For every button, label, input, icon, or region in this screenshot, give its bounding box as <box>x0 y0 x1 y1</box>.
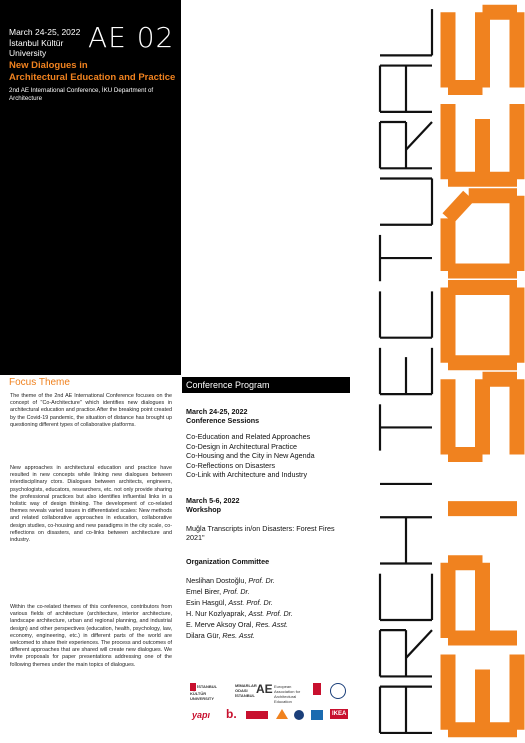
episodes-letter-d <box>448 196 517 271</box>
list-item: Co-Link with Architecture and Industry <box>186 470 308 480</box>
member-name: Esin Hasgül, <box>186 598 227 607</box>
list-item: Co-Reflections on Disasters <box>186 460 276 470</box>
iku-logo <box>190 683 230 701</box>
vertical-word-architectural <box>380 9 432 733</box>
vertical-word-episodes <box>448 12 517 729</box>
list-item <box>186 575 293 586</box>
organization-title: Organization Committee <box>186 557 270 566</box>
member-name: H. Nur Kozlyaprak, <box>186 609 247 618</box>
date-university <box>9 27 89 59</box>
workshop-label: Workshop <box>186 505 222 514</box>
list-item <box>186 586 293 597</box>
member-role: Prof. Dr. <box>248 576 275 585</box>
ae-small-logo: AE <box>256 682 273 696</box>
workshop-date: March 5-6, 2022 <box>186 496 240 505</box>
flag-icon <box>313 683 321 695</box>
circle-logo-icon <box>294 710 304 720</box>
focus-section <box>0 375 181 743</box>
sessions-date: March 24-25, 2022 <box>186 407 248 416</box>
focus-paragraph-1: The theme of the 2nd AE International Conference focuses on the concept of "Co-Architecture" which identifies new dialogues in architectural education and practice.After the breaking point created by the Covid-19 pandemic, the situation of distance has brought up questioning different types of collaborative platforms. <box>10 393 172 428</box>
episodes-letter-e <box>448 104 517 179</box>
seal-icon <box>330 683 346 699</box>
architectural-letter-h <box>380 517 432 563</box>
episodes-letter-s <box>448 379 517 454</box>
vertical-title <box>352 0 525 743</box>
conference-title-line2: Architectural Education and Practice <box>9 72 176 83</box>
square-logo-icon <box>311 710 323 720</box>
architectural-letter-u <box>380 178 432 224</box>
architectural-letter-c <box>380 574 432 620</box>
conference-subtitle: 2nd AE International Conference, İKU Department of Architecture <box>9 87 154 102</box>
member-role: Asst. Prof. Dr. <box>228 598 273 607</box>
member-name: Neslihan Dostoğlu, <box>186 576 247 585</box>
letter-stroke <box>448 196 469 219</box>
architectural-letter-a <box>380 66 432 112</box>
member-name: Emel Birer, <box>186 587 222 596</box>
program-title: Conference Program <box>186 380 270 390</box>
episodes-letter-s <box>448 12 517 87</box>
conference-title-line1: New Dialogues in <box>9 60 88 71</box>
architectural-letter-c <box>380 291 432 337</box>
red-logo-icon <box>246 711 268 719</box>
member-role: Asst. Prof. Dr. <box>248 609 293 618</box>
architectural-letter-l <box>380 9 432 55</box>
sessions-list <box>186 432 315 480</box>
ae-logo: AE 02 <box>88 21 175 54</box>
yapi-logo: yapı <box>192 710 211 720</box>
list-item <box>186 597 293 608</box>
architectural-letter-r <box>380 630 432 676</box>
focus-title: Focus Theme <box>9 377 70 388</box>
eaae-logo: European Association for Architectural Education <box>274 684 301 704</box>
architectural-letter-a <box>380 687 432 733</box>
list-item <box>186 608 293 619</box>
workshop-title: Muğla Transcripts in/on Disasters: Forest Fires 2021" <box>186 524 335 542</box>
letter-stroke <box>406 122 432 150</box>
architectural-letter-e <box>380 348 432 394</box>
member-name: Dilara Gür, <box>186 631 221 640</box>
episodes-letter-e <box>448 655 517 730</box>
list-item: Co-Housing and the City in New Agenda <box>186 451 315 461</box>
member-role: Res. Asst. <box>255 620 288 629</box>
episodes-letter-o <box>448 288 517 363</box>
focus-paragraph-3: Within the co-related themes of this conference, contributors from various fields of architecture (architecture, interior architecture, landscape architecture, urban and regional planning, and industrial design) and other perspectives (education, health, psychology, law, economy, engineering, etc.) in different parts of the world are welcomed to share their experiences. The process and outcomes of different approaches that are shared will create new dialogues. We invite proposals for paper presentations addressing one of the following themes under the main topics of dialogues. <box>10 604 172 668</box>
ikea-logo: IKEA <box>332 711 347 717</box>
conference-title <box>9 60 179 84</box>
conference-date: March 24-25, 2022 <box>9 27 81 37</box>
iku-logo-text: İSTANBUL KÜLTÜR UNIVERSITY <box>190 684 217 701</box>
list-item: Co-Education and Related Approaches <box>186 432 311 441</box>
letter-stroke <box>406 630 432 658</box>
list-item <box>186 630 293 641</box>
member-role: Res. Asst. <box>222 631 255 640</box>
mimarlar-logo: MİMARLAR ODASI İSTANBUL <box>235 683 257 698</box>
committee-list <box>186 575 293 641</box>
episodes-letter-p <box>448 563 517 638</box>
architectural-letter-r <box>380 122 432 168</box>
triangle-logo-icon <box>276 709 288 719</box>
list-item: Co-Design in Architectural Practice <box>186 441 298 451</box>
member-name: E. Merve Aksoy Oral, <box>186 620 254 629</box>
b-logo: b. <box>226 707 237 721</box>
architectural-letter-t <box>380 404 432 450</box>
architectural-letter-t <box>380 235 432 281</box>
university-name: İstanbul Kültür University <box>9 37 64 58</box>
sessions-label: Conference Sessions <box>186 416 260 425</box>
focus-paragraph-2: New approaches in architectural education and practice have resulted in new concepts while linking new dialogues between interdisciplinary ctors. Dialogues between architects, engineers, psychologists, educators, researchers, etc. not only provide sharing the professional practices but also identifies influential links in a holistic way of design thinking. The development of co-related themes reveals varied issues in differentiated scales: New methods and related collaborative approaches in education, collaborative design studies, co-housing and new paradigms in the city scale, co-reflections on disasters, and co-links between architecture and industry. <box>10 465 172 544</box>
list-item <box>186 619 293 630</box>
member-role: Prof. Dr. <box>223 587 250 596</box>
